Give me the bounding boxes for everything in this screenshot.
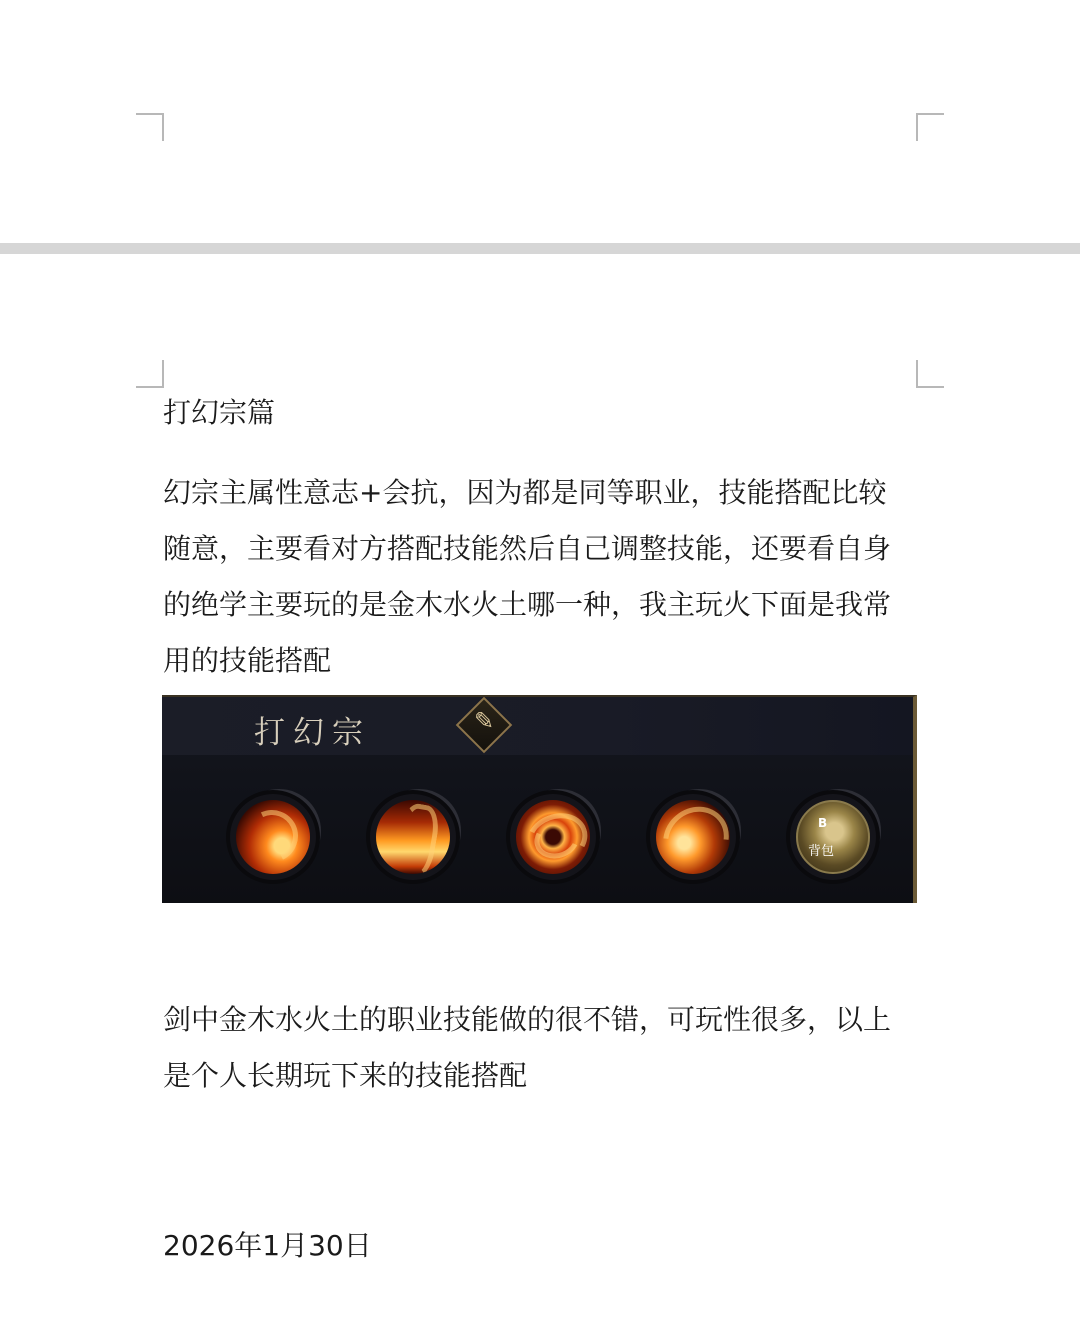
crop-mark-top-left bbox=[136, 360, 164, 388]
page-separator bbox=[0, 243, 1080, 254]
crop-mark-top-left bbox=[136, 113, 164, 141]
paragraph-line: 用的技能搭配 bbox=[163, 644, 332, 677]
skill-slot-fire-burst bbox=[650, 794, 736, 880]
paragraph-2 bbox=[163, 992, 923, 1104]
crop-mark-top-right bbox=[916, 113, 944, 141]
game-panel-title: 打幻宗 bbox=[254, 715, 371, 751]
document-title: 打幻宗篇 bbox=[163, 396, 276, 429]
paragraph-line: 幻宗主属性意志+会抗，因为都是同等职业，技能搭配比较 bbox=[163, 476, 887, 509]
bag-button bbox=[790, 794, 876, 880]
fire-pillar-icon bbox=[376, 800, 450, 874]
game-skill-bar-image bbox=[162, 695, 917, 903]
paragraph-line: 的绝学主要玩的是金木水火土哪一种，我主玩火下面是我常 bbox=[163, 588, 892, 621]
fire-vortex-icon bbox=[516, 800, 590, 874]
skill-slot-fire-pillar bbox=[370, 794, 456, 880]
fire-meteor-icon bbox=[236, 800, 310, 874]
paragraph-line: 剑中金木水火土的职业技能做的很不错，可玩性很多，以上 bbox=[163, 1003, 892, 1036]
crop-mark-top-right bbox=[916, 360, 944, 388]
bag-label: 背包 bbox=[808, 844, 835, 859]
fire-burst-icon bbox=[656, 800, 730, 874]
game-header bbox=[162, 697, 913, 755]
paragraph-line: 随意，主要看对方搭配技能然后自己调整技能，还要看自身 bbox=[163, 532, 892, 565]
bag-icon bbox=[796, 800, 870, 874]
quill-icon: ✎ bbox=[474, 707, 495, 735]
paragraph-line: 是个人长期玩下来的技能搭配 bbox=[163, 1059, 528, 1092]
paragraph-1 bbox=[163, 465, 923, 689]
document-date: 2026年1月30日 bbox=[163, 1229, 372, 1262]
skill-slot-fire-vortex bbox=[510, 794, 596, 880]
skill-slot-fire-meteor bbox=[230, 794, 316, 880]
bag-hotkey: B bbox=[818, 816, 828, 830]
